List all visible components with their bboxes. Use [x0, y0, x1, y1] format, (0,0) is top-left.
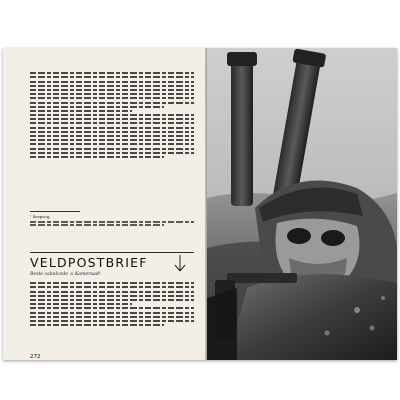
- text-line: [30, 131, 194, 133]
- text-line: [30, 312, 194, 314]
- main-text-block: [30, 70, 194, 160]
- section-divider: [30, 252, 194, 253]
- section-heading: VELDPOSTBRIEF: [30, 255, 148, 270]
- footnote: [30, 215, 194, 228]
- text-line: [30, 307, 194, 309]
- text-line: [30, 295, 194, 297]
- text-line: [30, 97, 194, 99]
- text-line: [30, 135, 194, 137]
- letter-text-block: [30, 280, 194, 328]
- text-line: [30, 221, 194, 222]
- text-line: [30, 106, 164, 108]
- book-spread: [3, 48, 397, 360]
- text-line: [30, 152, 194, 154]
- text-line: [30, 139, 194, 141]
- text-line: [30, 127, 194, 129]
- text-line: [30, 85, 194, 87]
- page-number: 272: [30, 354, 41, 360]
- text-line: [30, 224, 164, 225]
- text-line: [30, 118, 194, 120]
- text-line: [30, 299, 194, 301]
- text-line: [30, 320, 194, 322]
- text-line: [30, 156, 164, 158]
- section-subheading: Beste cabelcode ⚔ Kameraad!: [30, 272, 101, 277]
- rune-icon: [173, 254, 187, 272]
- text-line: [30, 282, 194, 284]
- footnote-rule: [30, 211, 80, 212]
- text-line: [30, 89, 194, 91]
- text-line: [30, 148, 194, 150]
- text-line: [30, 122, 194, 124]
- text-line: [30, 316, 194, 318]
- text-line: [30, 114, 194, 116]
- text-line: [30, 93, 194, 95]
- text-line: [30, 76, 194, 78]
- photo-svg: [207, 48, 397, 360]
- text-line: [30, 286, 194, 288]
- left-page: [3, 48, 207, 360]
- text-line: [30, 102, 194, 104]
- soldier-with-binoculars-image: [207, 48, 397, 360]
- text-line: [30, 72, 194, 74]
- text-line: [30, 81, 194, 83]
- footnote-text: ¹ Bespoog,: [30, 214, 51, 219]
- text-line: [30, 291, 194, 293]
- text-line: [30, 324, 164, 326]
- text-line: [30, 110, 132, 112]
- text-line: [30, 143, 194, 145]
- text-line: [30, 303, 132, 305]
